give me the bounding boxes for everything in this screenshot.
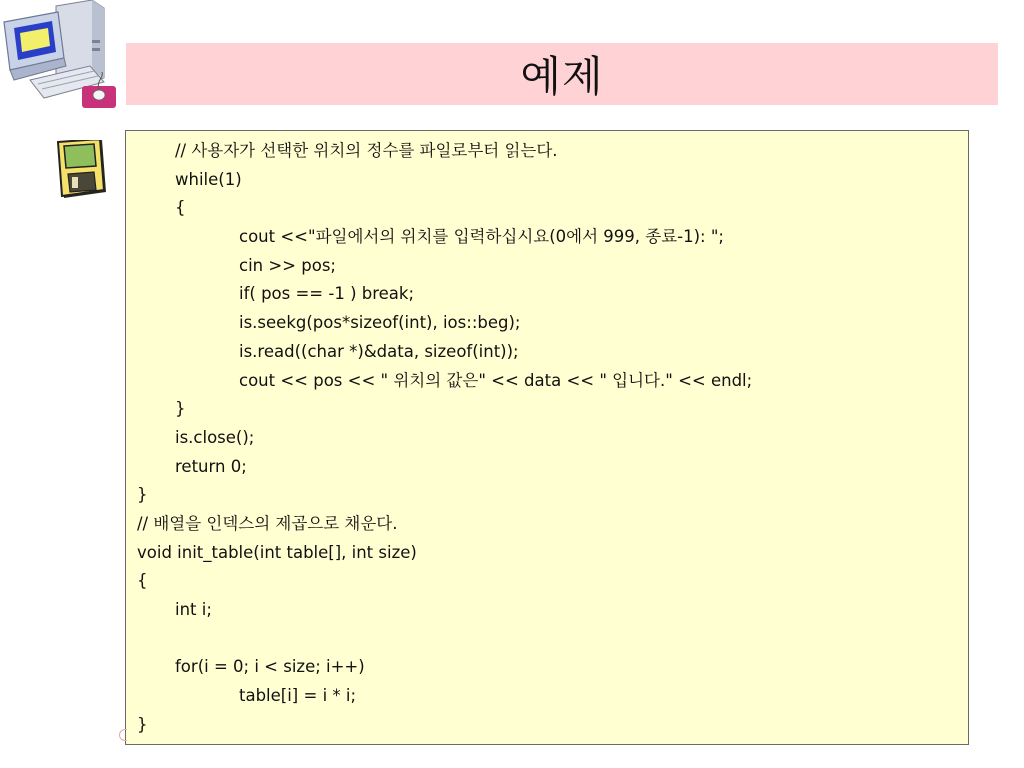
slide-title: 예제 (520, 52, 604, 101)
code-line: // 배열을 인덱스의 제곱으로 채운다. (137, 513, 398, 533)
title-bar (126, 43, 998, 105)
code-line: } (137, 714, 148, 734)
code-box (125, 130, 969, 745)
code-line (126, 625, 968, 654)
code-line: { (175, 198, 186, 218)
code-line: cout << pos << " 위치의 값은" << data << " 입니다." << endl; (239, 370, 753, 390)
code-line: cin >> pos; (239, 255, 336, 275)
code-line: return 0; (175, 456, 247, 476)
code-line: table[i] = i * i; (239, 686, 357, 706)
code-line: } (137, 485, 148, 505)
code-line: is.seekg(pos*sizeof(int), ios::beg); (239, 313, 521, 333)
code-line: is.read((char *)&data, sizeof(int)); (239, 341, 519, 361)
floppy-disk-icon (52, 140, 106, 200)
code-line: { (137, 571, 148, 591)
code-line: if( pos == -1 ) break; (239, 284, 415, 304)
code-line: for(i = 0; i < size; i++) (175, 657, 365, 677)
code-line: cout <<"파일에서의 위치를 입력하십시요(0에서 999, 종료-1): "; (239, 227, 724, 247)
code-line: void init_table(int table[], int size) (137, 542, 417, 562)
code-line: // 사용자가 선택한 위치의 정수를 파일로부터 읽는다. (175, 141, 558, 160)
computer-icon (0, 0, 122, 112)
code-line: is.close(); (175, 427, 255, 447)
code-line: int i; (175, 600, 212, 619)
code-line: while(1) (175, 169, 242, 189)
slide-corner-mark (119, 729, 127, 741)
code-line: } (175, 399, 186, 419)
